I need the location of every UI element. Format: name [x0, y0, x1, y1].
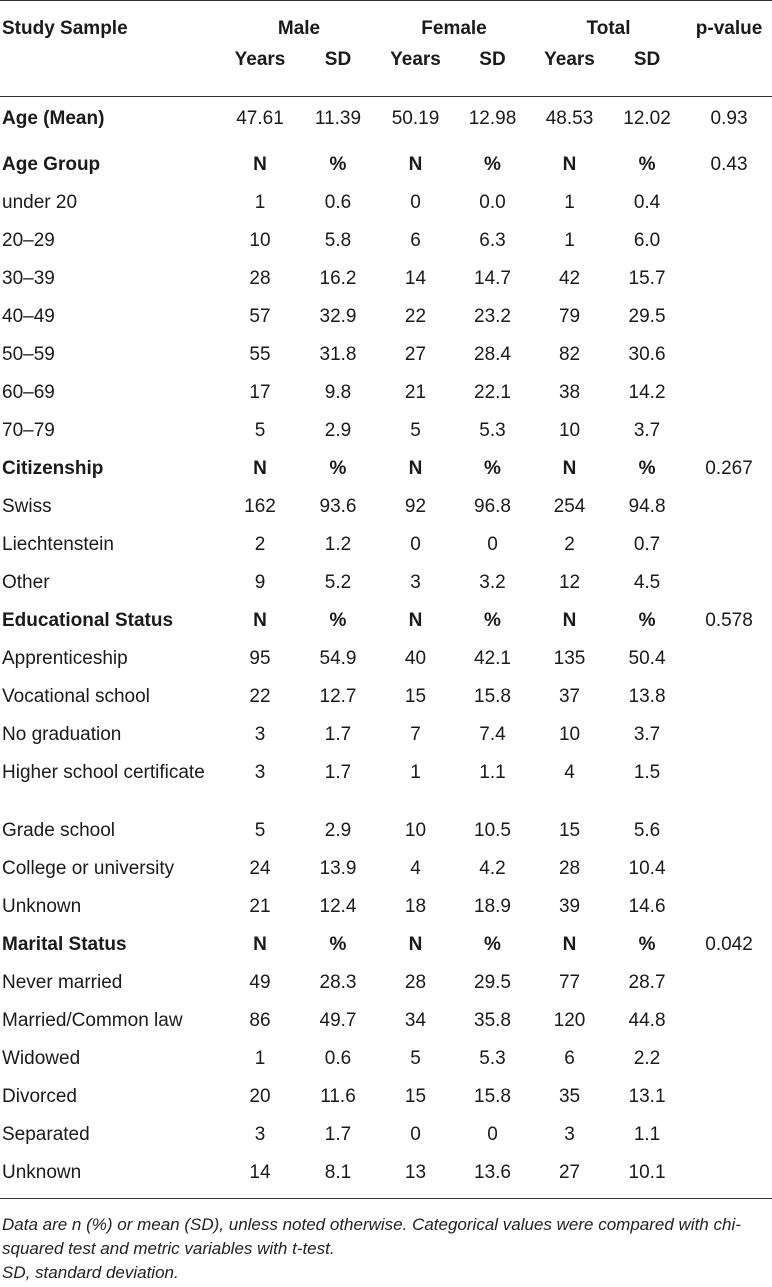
- header-p-value: p-value: [686, 1, 772, 49]
- row-value: 55: [249, 343, 271, 365]
- row-p-empty: [686, 563, 772, 601]
- header-total-sd: SD: [608, 48, 686, 97]
- header-female: Female: [377, 1, 531, 49]
- section-header-marital-status: [0, 925, 772, 963]
- table-row: [0, 563, 772, 601]
- col-pct-label: %: [484, 933, 501, 955]
- row-label: 70–79: [2, 419, 55, 441]
- age-mean-value: 47.61: [236, 108, 284, 129]
- col-pct-label: %: [638, 153, 656, 175]
- table-row: [0, 259, 772, 297]
- table-row: [0, 335, 772, 373]
- row-value: 22: [249, 685, 271, 707]
- section-title: Age Group: [2, 153, 101, 175]
- row-value: 86: [249, 1009, 271, 1031]
- row-value: 0: [410, 191, 421, 213]
- age-mean-value: 48.53: [545, 108, 594, 129]
- col-pct-label: %: [329, 457, 347, 479]
- row-value: 6: [410, 229, 421, 251]
- row-value: 0.6: [324, 191, 352, 213]
- col-n-label: N: [562, 609, 577, 631]
- row-value: 14.7: [474, 267, 511, 289]
- row-value: 2: [254, 533, 266, 555]
- row-value: 14: [404, 267, 427, 289]
- row-value: 13.9: [319, 857, 357, 879]
- row-value: 21: [249, 895, 271, 917]
- row-p-empty: [686, 259, 772, 297]
- section-p-value: 0.43: [710, 153, 748, 175]
- row-value: 8.1: [299, 1153, 377, 1199]
- col-pct-label: %: [329, 609, 347, 631]
- row-value: 14.2: [628, 381, 666, 403]
- row-p-empty: [686, 1039, 772, 1077]
- row-value: 28: [404, 971, 427, 993]
- table-row: [0, 411, 772, 449]
- row-value: 38: [558, 381, 581, 403]
- row-value: 10.5: [474, 819, 511, 841]
- row-value: 10: [558, 419, 581, 441]
- row-value: 54.9: [319, 647, 357, 669]
- age-mean-value: 12.02: [623, 108, 671, 129]
- row-value: 16.2: [319, 267, 357, 289]
- table-footnote: [0, 1199, 772, 1285]
- header-study-sample: Study Sample: [0, 1, 221, 49]
- section-header-educational-status: [0, 601, 772, 639]
- header-empty-p: [686, 48, 772, 97]
- row-value: 15: [404, 685, 427, 707]
- row-value: 9: [254, 571, 266, 593]
- row-value: 1.7: [324, 723, 352, 745]
- row-value: 15: [404, 1085, 427, 1107]
- table-row: [0, 1077, 772, 1115]
- row-value: 3: [254, 1123, 266, 1145]
- row-value: 7: [410, 723, 421, 745]
- row-value: 49.7: [319, 1009, 357, 1031]
- row-value: 1: [564, 229, 575, 251]
- row-label: under 20: [2, 191, 78, 213]
- row-p-empty: [686, 1001, 772, 1039]
- col-pct-label: %: [329, 933, 347, 955]
- col-pct-label: %: [638, 933, 656, 955]
- row-label: Swiss: [2, 495, 52, 517]
- table-row: [0, 373, 772, 411]
- row-p-empty: [686, 183, 772, 221]
- row-value: 5.6: [633, 819, 661, 841]
- row-value: 1.7: [324, 761, 352, 783]
- header-male-years: Years: [221, 48, 299, 97]
- row-value: 135: [553, 647, 586, 669]
- row-p-empty: [686, 1115, 772, 1153]
- row-value: 254: [553, 495, 586, 517]
- row-label: Liechtenstein: [2, 533, 114, 555]
- row-label: Higher school certificate: [2, 761, 205, 783]
- row-value: 13.6: [454, 1153, 531, 1199]
- row-label: Vocational school: [2, 685, 150, 707]
- row-value: 28: [249, 267, 271, 289]
- table-row: [0, 183, 772, 221]
- row-value: 6.3: [479, 229, 506, 251]
- table-row: [0, 639, 772, 677]
- row-p-empty: [686, 525, 772, 563]
- row-value: 2.9: [324, 819, 352, 841]
- table-row: [0, 887, 772, 925]
- row-value: 5.2: [324, 571, 352, 593]
- col-n-label: N: [253, 933, 267, 955]
- row-p-empty: [686, 335, 772, 373]
- row-value: 18: [404, 895, 427, 917]
- col-n-label: N: [408, 153, 423, 175]
- row-value: 57: [249, 305, 271, 327]
- row-value: 0: [410, 533, 421, 555]
- row-value: 49: [249, 971, 271, 993]
- header-female-sd: SD: [454, 48, 531, 97]
- row-value: 23.2: [474, 305, 511, 327]
- row-value: 32.9: [319, 305, 357, 327]
- row-value: 34: [404, 1009, 427, 1031]
- row-value: 10: [404, 819, 427, 841]
- row-value: 7.4: [479, 723, 506, 745]
- col-pct-label: %: [484, 153, 501, 175]
- row-label: Separated: [2, 1123, 90, 1145]
- table-row: [0, 297, 772, 335]
- table-row: [0, 811, 772, 849]
- table-row: [0, 677, 772, 715]
- row-label: Grade school: [2, 819, 116, 841]
- row-value: 2.2: [633, 1047, 661, 1069]
- table-row: [0, 1001, 772, 1039]
- row-value: 1: [254, 191, 266, 213]
- row-label: Widowed: [2, 1047, 81, 1069]
- row-p-empty: [686, 887, 772, 925]
- row-value: 22: [404, 305, 427, 327]
- row-value: 3: [410, 571, 421, 593]
- row-label: 40–49: [2, 305, 55, 327]
- table-row: [0, 1115, 772, 1153]
- row-value: 93.6: [319, 495, 357, 517]
- row-value: 92: [404, 495, 427, 517]
- col-n-label: N: [253, 153, 267, 175]
- row-value: 77: [558, 971, 581, 993]
- row-label: Apprenticeship: [2, 647, 128, 669]
- row-p-empty: [686, 677, 772, 715]
- row-value: 5.3: [479, 419, 506, 441]
- section-title: Educational Status: [2, 609, 174, 631]
- table-row: [0, 221, 772, 259]
- row-value: 27: [531, 1153, 608, 1199]
- row-value: 1: [564, 191, 575, 213]
- row-value: 35: [558, 1085, 581, 1107]
- row-p-empty: [686, 1153, 772, 1199]
- row-value: 28.7: [628, 971, 666, 993]
- col-n-label: N: [408, 933, 423, 955]
- row-value: 15: [558, 819, 581, 841]
- row-p-empty: [686, 715, 772, 753]
- row-value: 1.1: [633, 1123, 661, 1145]
- col-n-label: N: [562, 933, 577, 955]
- row-value: 120: [553, 1009, 586, 1031]
- row-value: 14.6: [628, 895, 666, 917]
- row-p-empty: [686, 411, 772, 449]
- col-n-label: N: [408, 609, 423, 631]
- row-value: 1: [410, 761, 421, 783]
- row-value: 2.9: [324, 419, 352, 441]
- row-value: 29.5: [474, 971, 511, 993]
- row-value: 162: [244, 495, 276, 517]
- row-value: 6.0: [633, 229, 661, 251]
- table-row: [0, 1153, 772, 1199]
- row-p-empty: [686, 297, 772, 335]
- row-value: 3: [254, 723, 266, 745]
- table-row: [0, 525, 772, 563]
- row-value: 0.0: [479, 191, 506, 213]
- row-label: Married/Common law: [2, 1009, 183, 1031]
- col-n-label: N: [253, 609, 267, 631]
- row-value: 11.6: [320, 1085, 356, 1107]
- col-n-label: N: [253, 457, 267, 479]
- col-n-label: N: [562, 457, 577, 479]
- row-value: 5: [410, 419, 421, 441]
- row-value: 14: [221, 1153, 299, 1199]
- row-value: 28.3: [319, 971, 357, 993]
- row-value: 13.1: [628, 1085, 666, 1107]
- table-row: [0, 753, 772, 811]
- row-label: Divorced: [2, 1085, 77, 1107]
- row-value: 18.9: [474, 895, 511, 917]
- row-value: 37: [558, 685, 581, 707]
- section-p-value: 0.578: [705, 609, 753, 631]
- row-value: 15.7: [628, 267, 666, 289]
- row-value: 10: [558, 723, 581, 745]
- row-label: 50–59: [2, 343, 55, 365]
- row-value: 35.8: [474, 1009, 511, 1031]
- age-mean-row: [0, 97, 772, 145]
- header-male-sd: SD: [299, 48, 377, 97]
- row-value: 39: [558, 895, 581, 917]
- row-value: 42: [558, 267, 581, 289]
- row-value: 10.4: [628, 857, 666, 879]
- row-value: 3: [254, 761, 266, 783]
- row-p-empty: [686, 963, 772, 1001]
- row-label: Never married: [2, 971, 123, 993]
- row-label: Unknown: [0, 1153, 221, 1199]
- footnote-abbreviation: SD, standard deviation.: [2, 1263, 179, 1282]
- row-value: 10: [249, 229, 271, 251]
- row-value: 12.4: [319, 895, 357, 917]
- row-value: 1.5: [633, 761, 661, 783]
- section-title: Marital Status: [2, 933, 127, 955]
- row-label: Other: [2, 571, 50, 593]
- row-value: 42.1: [474, 647, 511, 669]
- age-mean-value: 50.19: [391, 108, 440, 129]
- row-value: 21: [404, 381, 427, 403]
- row-value: 0: [487, 1123, 498, 1145]
- row-value: 3.7: [633, 723, 661, 745]
- row-value: 28.4: [474, 343, 511, 365]
- row-value: 22.1: [474, 381, 511, 403]
- row-p-empty: [686, 639, 772, 677]
- row-value: 0: [410, 1123, 421, 1145]
- row-value: 28: [558, 857, 581, 879]
- table-row: [0, 1039, 772, 1077]
- row-value: 5.8: [324, 229, 352, 251]
- row-value: 24: [249, 857, 271, 879]
- section-p-value: 0.267: [705, 457, 753, 479]
- row-value: 5: [254, 819, 266, 841]
- row-p-empty: [686, 753, 772, 811]
- row-value: 6: [564, 1047, 575, 1069]
- row-label: College or university: [2, 857, 175, 879]
- age-mean-label: Age (Mean): [2, 108, 105, 129]
- row-value: 4.2: [479, 857, 506, 879]
- col-pct-label: %: [484, 457, 501, 479]
- footnote-note: Data are n (%) or mean (SD), unless noted otherwise. Categorical values were compared with chi-squared test and metric variables with t-test.: [2, 1215, 741, 1258]
- row-p-empty: [686, 487, 772, 525]
- row-value: 13.8: [628, 685, 666, 707]
- row-value: 4: [410, 857, 421, 879]
- row-label: No graduation: [2, 723, 122, 745]
- col-pct-label: %: [638, 457, 656, 479]
- row-value: 3.7: [633, 419, 661, 441]
- row-value: 44.8: [628, 1009, 666, 1031]
- header-female-years: Years: [377, 48, 454, 97]
- header-total: Total: [531, 1, 686, 49]
- row-value: 20: [249, 1085, 271, 1107]
- row-value: 17: [249, 381, 271, 403]
- row-label: 30–39: [2, 267, 55, 289]
- row-value: 3: [564, 1123, 575, 1145]
- row-value: 27: [404, 343, 427, 365]
- section-title: Citizenship: [2, 457, 104, 479]
- row-value: 13: [377, 1153, 454, 1199]
- row-label: 60–69: [2, 381, 55, 403]
- row-value: 79: [558, 305, 581, 327]
- row-value: 30.6: [628, 343, 666, 365]
- row-value: 15.8: [474, 685, 511, 707]
- row-value: 3.2: [479, 571, 506, 593]
- row-value: 82: [558, 343, 581, 365]
- row-value: 5: [410, 1047, 421, 1069]
- header-row-sub: [0, 48, 772, 97]
- section-header-age-group: [0, 145, 772, 183]
- header-total-years: Years: [531, 48, 608, 97]
- age-mean-value: 11.39: [314, 108, 362, 129]
- row-value: 12: [558, 571, 581, 593]
- row-value: 1.2: [324, 533, 352, 555]
- col-pct-label: %: [484, 609, 501, 631]
- row-value: 29.5: [628, 305, 666, 327]
- row-value: 4: [564, 761, 575, 783]
- header-male: Male: [221, 1, 377, 49]
- row-value: 1.1: [479, 761, 506, 783]
- row-p-empty: [686, 1077, 772, 1115]
- section-header-citizenship: [0, 449, 772, 487]
- header-row-groups: [0, 1, 772, 49]
- row-value: 95: [249, 647, 271, 669]
- row-p-empty: [686, 811, 772, 849]
- row-value: 2: [564, 533, 575, 555]
- table-row: [0, 849, 772, 887]
- row-value: 1: [254, 1047, 266, 1069]
- row-value: 10.1: [608, 1153, 686, 1199]
- header-empty: [0, 48, 221, 97]
- age-mean-value: 12.98: [468, 108, 517, 129]
- row-value: 1.7: [324, 1123, 352, 1145]
- row-value: 0.6: [324, 1047, 352, 1069]
- row-value: 0.4: [633, 191, 661, 213]
- row-value: 12.7: [319, 685, 357, 707]
- row-value: 94.8: [628, 495, 666, 517]
- row-p-empty: [686, 849, 772, 887]
- row-value: 4.5: [633, 571, 661, 593]
- table-row: [0, 963, 772, 1001]
- row-value: 9.8: [324, 381, 352, 403]
- col-n-label: N: [562, 153, 577, 175]
- row-value: 40: [404, 647, 427, 669]
- row-label: 20–29: [2, 229, 55, 251]
- row-p-empty: [686, 373, 772, 411]
- col-pct-label: %: [638, 609, 656, 631]
- age-mean-p-value: 0.93: [710, 108, 748, 129]
- col-n-label: N: [408, 457, 423, 479]
- row-value: 31.8: [319, 343, 357, 365]
- row-value: 15.8: [474, 1085, 511, 1107]
- row-value: 96.8: [474, 495, 511, 517]
- table-row: [0, 715, 772, 753]
- row-label: Unknown: [2, 895, 82, 917]
- row-value: 50.4: [628, 647, 666, 669]
- section-p-value: 0.042: [705, 933, 753, 955]
- table-body: [0, 97, 772, 1199]
- row-value: 0: [487, 533, 498, 555]
- row-value: 0.7: [633, 533, 661, 555]
- row-value: 5.3: [479, 1047, 506, 1069]
- row-value: 5: [254, 419, 266, 441]
- col-pct-label: %: [329, 153, 347, 175]
- row-p-empty: [686, 221, 772, 259]
- table-row: [0, 487, 772, 525]
